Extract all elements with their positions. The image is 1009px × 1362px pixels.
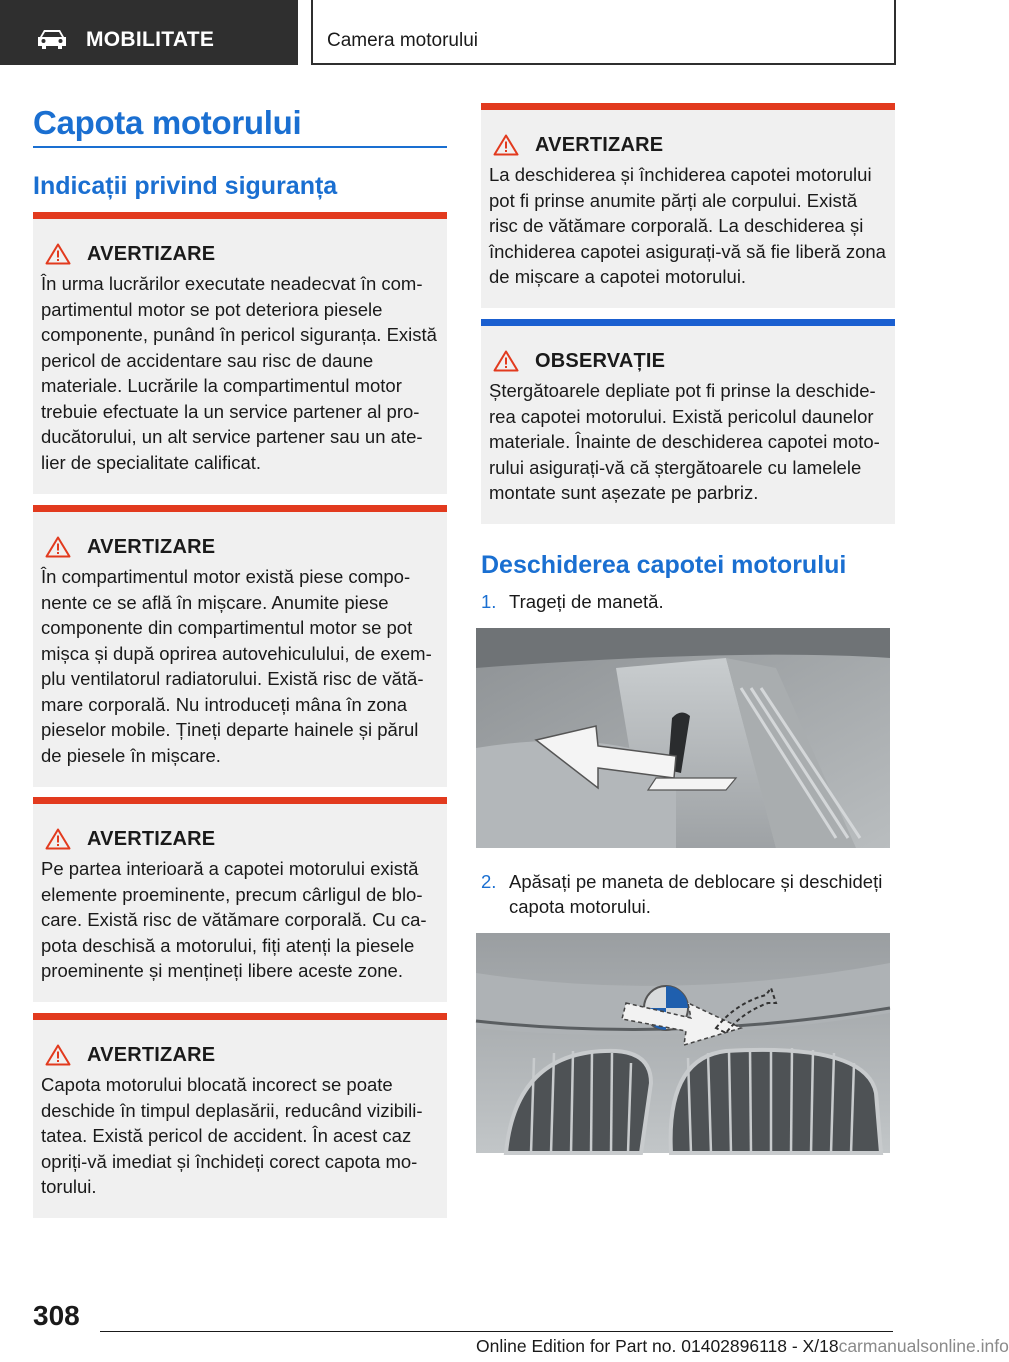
footer-edition: Online Edition for Part no. 01402896118 - X/18 xyxy=(476,1336,839,1356)
header-chapter-tab xyxy=(311,0,896,65)
step-item xyxy=(481,589,899,614)
warning-header xyxy=(45,534,439,560)
warning-box xyxy=(481,103,895,308)
warning-box xyxy=(33,505,447,787)
step-number: 1. xyxy=(481,591,497,612)
notice-label: OBSERVAȚIE xyxy=(535,349,666,372)
warning-label: AVERTIZARE xyxy=(87,1043,216,1066)
footer xyxy=(476,1336,1009,1357)
step-text: Trageți de manetă. xyxy=(509,591,664,612)
step-text: Apăsați pe maneta de deblocare și deschideți capota motorului. xyxy=(509,871,883,917)
warning-triangle-icon xyxy=(45,1044,71,1066)
warning-text: Capota motorului blocată incorect se poate deschide în timpul deplasării, reducând vizibili-tatea. Există pericol de accident. În acest caz opriți-vă imediat și închideți corect capota mo-torului. xyxy=(41,1074,423,1197)
warning-text: La deschiderea și închiderea capotei motorului pot fi prinse anumite părți ale corpului. Există risc de vătămare corporală. La deschiderea și închiderea capotei asigurați-vă să fie liberă zona de mișcare a capotei motorului. xyxy=(489,164,886,287)
warning-triangle-icon xyxy=(45,536,71,558)
hood-release-lever-illustration xyxy=(476,628,890,848)
header-chapter-label: Camera motorului xyxy=(327,30,478,51)
warning-label: AVERTIZARE xyxy=(535,133,664,156)
warning-text: Pe partea interioară a capotei motorului există elemente proeminente, precum cârligul de blo-care. Există risc de vătămare corporală. Cu ca-pota deschisă a motorului, fiți atenți la piesele proeminente și mențineți libere aceste zone. xyxy=(41,858,427,981)
page-number: 308 xyxy=(33,1300,80,1331)
opening-section-title: Deschiderea capotei motorului xyxy=(481,551,847,579)
warning-triangle-icon xyxy=(45,828,71,850)
warning-header xyxy=(45,1042,439,1068)
notice-text: Ștergătoarele depliate pot fi prinse la deschide-rea capotei motorului. Există pericolul daunelor materiale. Înainte de deschiderea capotei moto-rului asigurați-vă că ștergătoarele cu lamelele montate sunt așezate pe parbriz. xyxy=(489,380,880,503)
page-title: Capota motorului xyxy=(33,104,302,141)
warning-text: În compartimentul motor există piese compo-nente ce se află în mișcare. Anumite piese componente din compartimentul motor se pot mișca și după oprirea autovehiculului, de exem-plu ventilatorul radiatorului. Există risc de vătă-mare corporală. Nu introduceți mâna în zona pieselor mobile. Țineți departe hainele și părul de piesele în mișcare. xyxy=(41,566,432,766)
warning-header xyxy=(45,826,439,852)
header-section-label: MOBILITATE xyxy=(86,28,215,51)
warning-box xyxy=(33,797,447,1002)
car-icon xyxy=(36,28,68,50)
step-number: 2. xyxy=(481,871,497,892)
warning-triangle-icon xyxy=(45,243,71,265)
footer-watermark: carmanualsonline.info xyxy=(838,1336,1009,1356)
warning-text: În urma lucrărilor executate neadecvat în com-partimentul motor se pot deteriora piesele componente, punând în pericol siguranța. Există pericol de accidentare sau risc de daune materiale. Lucrările la compartimentul motor trebuie efectuate la un service partener al pro-ducătorului, un alt service partener sau un ate-lier de specialitate calificat. xyxy=(41,273,437,473)
warning-box xyxy=(33,1013,447,1218)
warning-triangle-icon xyxy=(493,134,519,156)
warning-label: AVERTIZARE xyxy=(87,827,216,850)
notice-header xyxy=(493,348,887,374)
safety-section-title: Indicații privind siguranța xyxy=(33,172,338,200)
step-item xyxy=(481,869,899,919)
header-section-tab xyxy=(0,0,298,65)
warning-label: AVERTIZARE xyxy=(87,535,216,558)
warning-box xyxy=(33,212,447,494)
warning-header xyxy=(493,132,887,158)
warning-header xyxy=(45,241,439,267)
hood-release-grille-illustration xyxy=(476,933,890,1153)
notice-triangle-icon xyxy=(493,350,519,372)
warning-label: AVERTIZARE xyxy=(87,242,216,265)
notice-box xyxy=(481,319,895,524)
footer-divider xyxy=(100,1331,893,1332)
title-divider xyxy=(33,146,447,148)
